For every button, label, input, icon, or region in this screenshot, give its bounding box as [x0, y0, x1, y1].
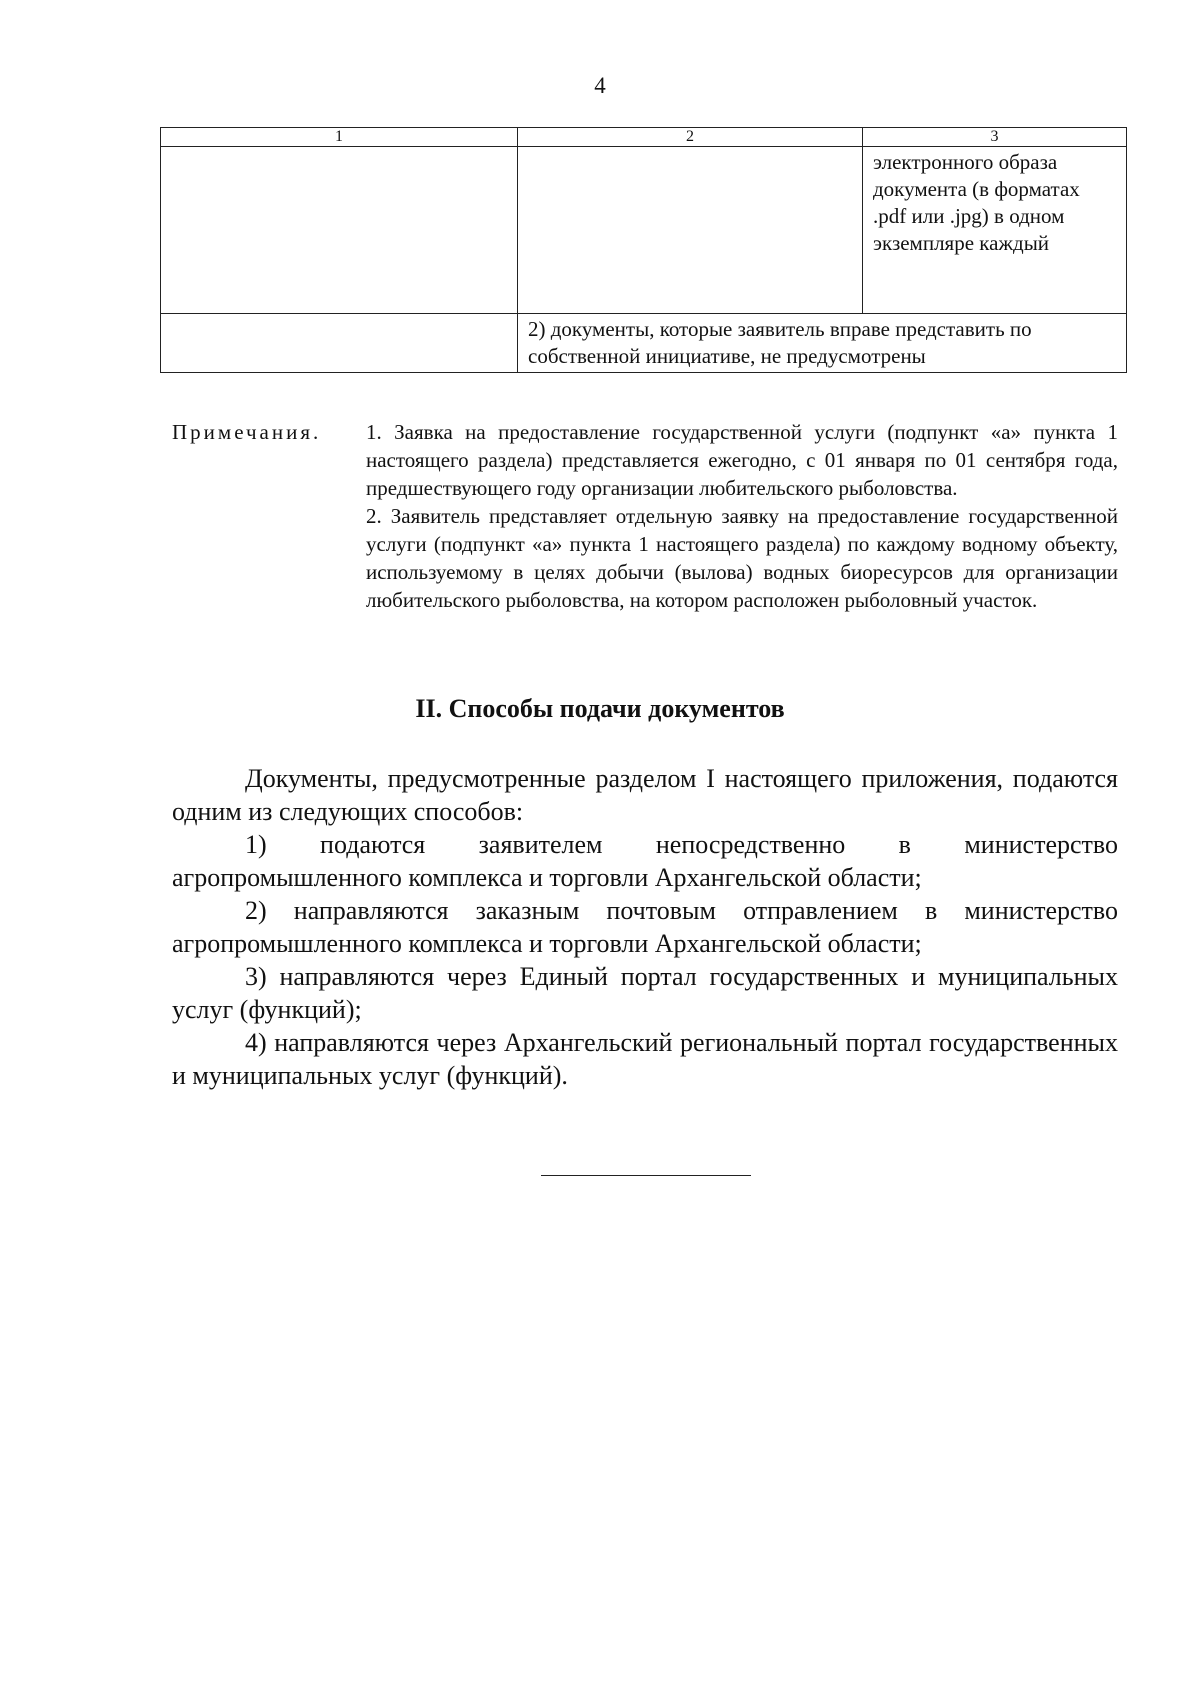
end-divider — [541, 1175, 751, 1176]
notes-label: Примечания. — [172, 420, 322, 444]
list-item: 4) направляются через Архангельский региональный портал государственных и муниципальных услуг (функций). — [172, 1028, 1118, 1090]
table-header-cell-3: 3 — [863, 128, 1127, 147]
table-header-cell-1: 1 — [161, 128, 518, 147]
list-item: 2) направляются заказным почтовым отправлением в министерство агропромышленного комплекса и торговли Архангельской области; — [172, 896, 1118, 958]
list-item: 3) направляются через Единый портал государственных и муниципальных услуг (функций); — [172, 962, 1118, 1024]
notes-block — [172, 418, 1118, 614]
table-row — [161, 314, 1127, 373]
table-header-cell-2: 2 — [518, 128, 863, 147]
table-cell — [161, 314, 518, 373]
note-item: 2. Заявитель представляет отдельную заявку на предоставление государственной услуги (подпункт «а» пункта 1 настоящего раздела) по каждому водному объекту, используемому в целях добычи (вылова) водных биоресурсов для организации любительского рыболовства, на котором расположен рыболовный участок. — [366, 504, 1118, 612]
table-cell: электронного образа документа (в форматах .pdf или .jpg) в одном экземпляре каждый — [863, 147, 1127, 314]
section-body — [172, 762, 1118, 1092]
section-title: II. Способы подачи документов — [415, 694, 785, 723]
section-intro: Документы, предусмотренные разделом I настоящего приложения, подаются одним из следующих способов: — [172, 764, 1118, 826]
note-item: 1. Заявка на предоставление государственной услуги (подпункт «а» пункта 1 настоящего раздела) представляется ежегодно, с 01 января по 01 сентября года, предшествующего году организации любительского рыболовства. — [366, 420, 1118, 500]
list-item: 1) подаются заявителем непосредственно в министерство агропромышленного комплекса и торговли Архангельской области; — [172, 830, 1118, 892]
table-cell — [161, 147, 518, 314]
notes-body — [366, 418, 1118, 614]
table-cell — [518, 147, 863, 314]
documents-table — [160, 127, 1127, 373]
table-cell: 2) документы, которые заявитель вправе представить по собственной инициативе, не предусмотрены — [518, 314, 1127, 373]
page-number: 4 — [594, 73, 606, 98]
table-header-row — [161, 128, 1127, 147]
table-row — [161, 147, 1127, 314]
